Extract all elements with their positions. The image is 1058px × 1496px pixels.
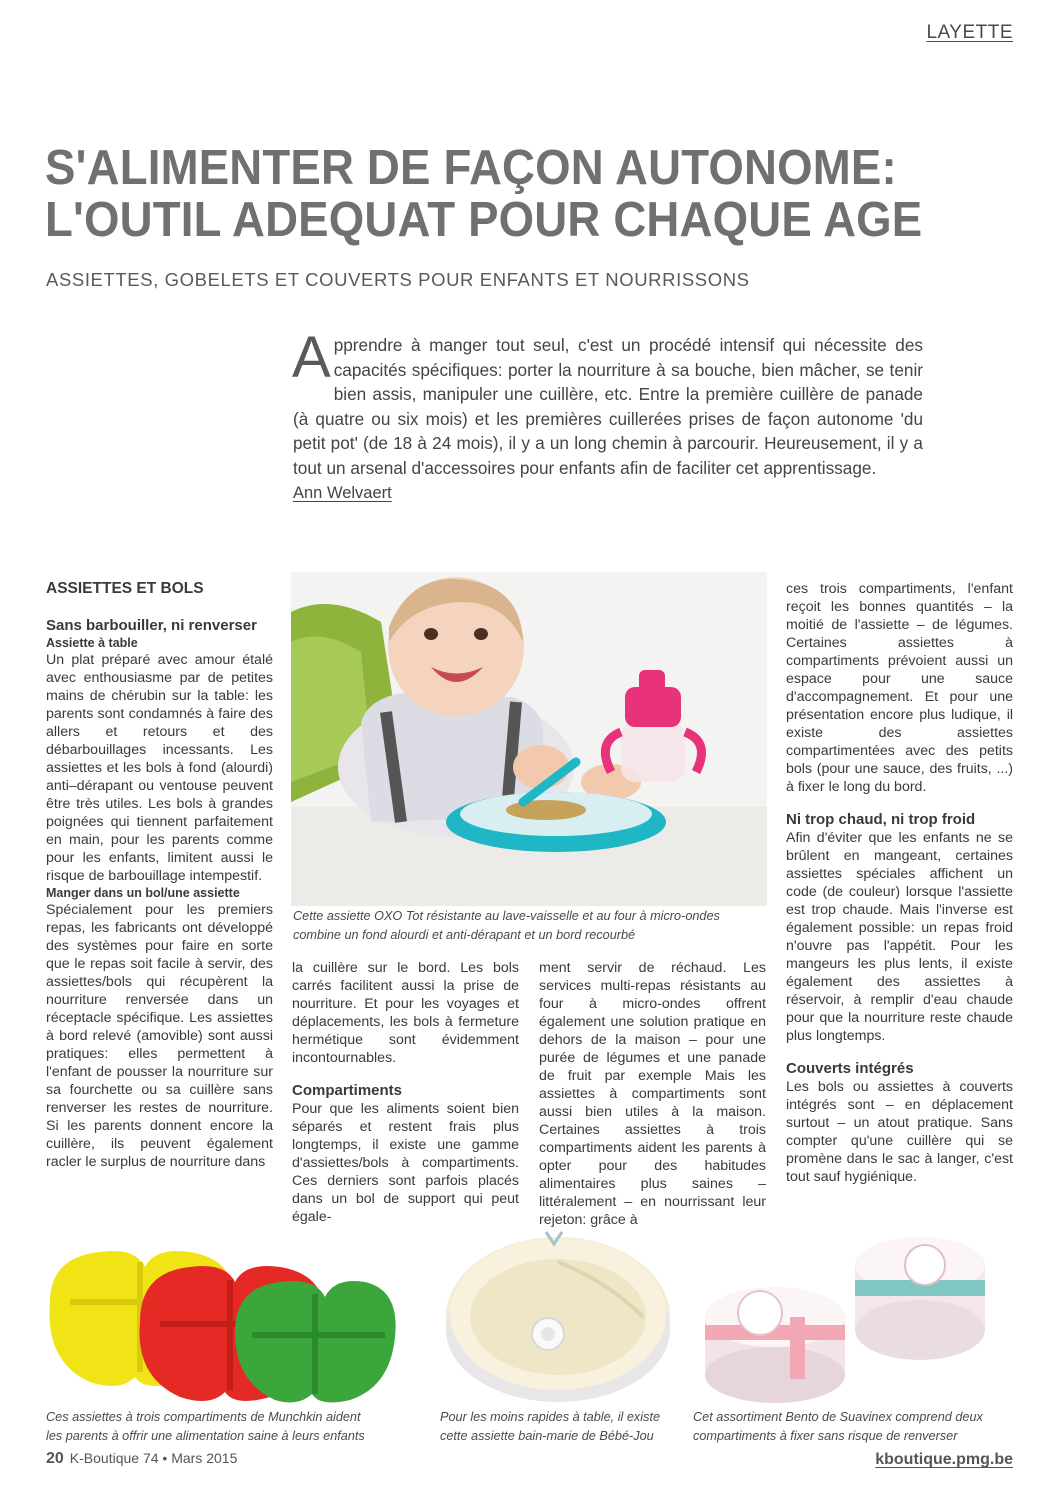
caption-bebejou-line-2: cette assiette bain-marie de Bébé-Jou — [440, 1429, 654, 1443]
photo-munchkin-plates — [40, 1232, 400, 1407]
paragraph-7: Afin d'éviter que les enfants ne se brûlent en mangeant, certaines assiettes spéciales affichent un code (de couleur) lorsque l'assiette est trop chaude. Mais l'inverse est également possible: un repas froid n'ouvre pas l'appétit. Pour les mangeurs les plus lents, il existe également des assiettes à réservoir, à remplir d'eau chaude pour que la nourriture reste chaude plus longtemps. — [786, 830, 1013, 1044]
author-byline: Ann Welvaert — [293, 484, 392, 502]
caption-bento-line-1: Cet assortiment Bento de Suavinex comprend deux — [693, 1410, 983, 1424]
page-number: 20 — [46, 1450, 64, 1467]
issue-info: K-Boutique 74 • Mars 2015 — [69, 1450, 238, 1466]
caption-main-photo — [293, 907, 720, 945]
caption-bento — [693, 1408, 983, 1446]
photo-suavinex-bento — [700, 1225, 1000, 1410]
title-line-2: L'OUTIL ADEQUAT POUR CHAQUE AGE — [45, 193, 923, 247]
drop-cap: A — [292, 325, 331, 390]
caption-main-line-1: Cette assiette OXO Tot résistante au lave-vaisselle et au four à micro-ondes — [293, 909, 720, 923]
paragraph-2: Spécialement pour les premiers repas, les fabricants ont développé des systèmes pour faire en sorte que le repas soit facile à servir, des assiettes/bols qui récupèrent la nourriture renversée dans un réceptacle spécifique. Les assiettes à bord relevé (amovible) sont aussi pratiques: elles permettent à l'enfant de pousser la nourriture sur sa fourchette ou sa cuillère sans renverser les restes de nourriture. Si les parents donnent encore la cuillère, ils peuvent également racler le surplus de nourriture dans — [46, 902, 273, 1170]
section-label: LAYETTE — [926, 22, 1013, 43]
column-2 — [292, 959, 519, 1226]
photo-baby-oxo-plate — [291, 572, 767, 906]
intro-text: pprendre à manger tout seul, c'est un procédé intensif qui nécessite des capacités spécifiques: porter la nourriture à sa bouche, bien mâcher, se tenir bien assis, manipuler une cuillère, etc. Entre la première cuillère de panade (à quatre ou six mois) et les premières cuillerées prises de façon autonome 'du petit pot' (de 18 à 24 mois), il y a un long chemin à parcourir. Heureusement, il y a tout un arsenal d'accessoires pour enfants afin de faciliter cet apprentissage. — [293, 335, 923, 478]
paragraph-8: Les bols ou assiettes à couverts intégrés sont – en déplacement surtout – un atout pratique. Sans compter qu'une cuillère qui se promène dans le sac à langer, c'est tout sauf hygiénique. — [786, 1079, 1013, 1185]
paragraph-6: ces trois compartiments, l'enfant reçoit les bonnes quantités – la moitié de l'assiette – de légumes. Certaines assiettes à compartiments prévoient aussi un espace pour une sauce d'accompagnement. Et pour une présentation encore plus ludique, il existe des assiettes compartimentées avec des petits bols (pour une sauce, des fruits, ...) à fixer le long du bord. — [786, 581, 1013, 795]
caption-bebejou — [440, 1408, 660, 1446]
column-1 — [46, 579, 273, 1171]
photo-bebejou-plate — [438, 1222, 678, 1407]
caption-main-line-2: combine un fond alourdi et anti-dérapant et un bord recourbé — [293, 928, 636, 942]
paragraph-3: la cuillère sur le bord. Les bols carrés facilitent aussi la prise de nourriture. Et pour les voyages et déplacements, les bols à fermeture hermétique sont évidemment incontournables. — [292, 960, 519, 1066]
footer-issue — [46, 1450, 237, 1468]
subheading-manger-bol: Manger dans un bol/une assiette — [46, 886, 240, 900]
subheading-ni-trop-chaud: Ni trop chaud, ni trop froid — [786, 811, 976, 828]
subheading-assiette-a-table: Assiette à table — [46, 636, 138, 650]
subtitle: ASSIETTES, GOBELETS ET COUVERTS POUR ENFANTS ET NOURRISSONS — [46, 269, 750, 290]
subheading-couverts-integres: Couverts intégrés — [786, 1060, 914, 1077]
column-3 — [539, 959, 766, 1229]
intro-paragraph — [292, 325, 923, 480]
footer-website-link[interactable]: kboutique.pmg.be — [875, 1451, 1013, 1468]
paragraph-1: Un plat préparé avec amour étalé avec enthousiasme par de petites mains de chérubin sur la table: les parents sont condamnés à faire des allers et retours et des débarbouillages incessants. Les assiettes et les bols à fond (alourdi) anti–dérapant ou ventouse peuvent être très utiles. Les bols à grandes poignées qui tiennent parfaitement en main, pour les parents comme pour les enfants, limitent aussi le risque de barbouillage intempestif. — [46, 652, 273, 884]
caption-munchkin — [46, 1408, 365, 1446]
section-heading: ASSIETTES ET BOLS — [46, 580, 204, 597]
subheading-compartiments: Compartiments — [292, 1082, 403, 1099]
paragraph-5: ment servir de réchaud. Les services multi-repas résistants au four à micro-ondes offrent également une solution pratique en dehors de la maison – pour une purée de légumes et une panade de fruit par exemple Mais les assiettes à compartiments sont aussi bien utiles à la maison. Certaines assiettes à trois compartiments aident les parents à opter pour des habitudes alimentaires plus saines – littéralement – en nourrissant leur rejeton: grâce à — [539, 960, 766, 1228]
page-title — [45, 142, 938, 246]
caption-munchkin-line-1: Ces assiettes à trois compartiments de Munchkin aident — [46, 1410, 361, 1424]
subheading-sans-barbouiller: Sans barbouiller, ni renverser — [46, 617, 257, 634]
paragraph-4: Pour que les aliments soient bien séparés et restent frais plus longtemps, il existe une gamme d'assiettes/bols à compartiments. Ces derniers sont parfois placés dans un bol de support qui peut égale- — [292, 1101, 519, 1225]
title-line-1: S'ALIMENTER DE FAÇON AUTONOME: — [45, 141, 897, 195]
caption-bebejou-line-1: Pour les moins rapides à table, il existe — [440, 1410, 661, 1424]
caption-bento-line-2: compartiments à fixer sans risque de renverser — [693, 1429, 958, 1443]
caption-munchkin-line-2: les parents à offrir une alimentation saine à leurs enfants — [46, 1429, 365, 1443]
column-4 — [786, 580, 1013, 1186]
